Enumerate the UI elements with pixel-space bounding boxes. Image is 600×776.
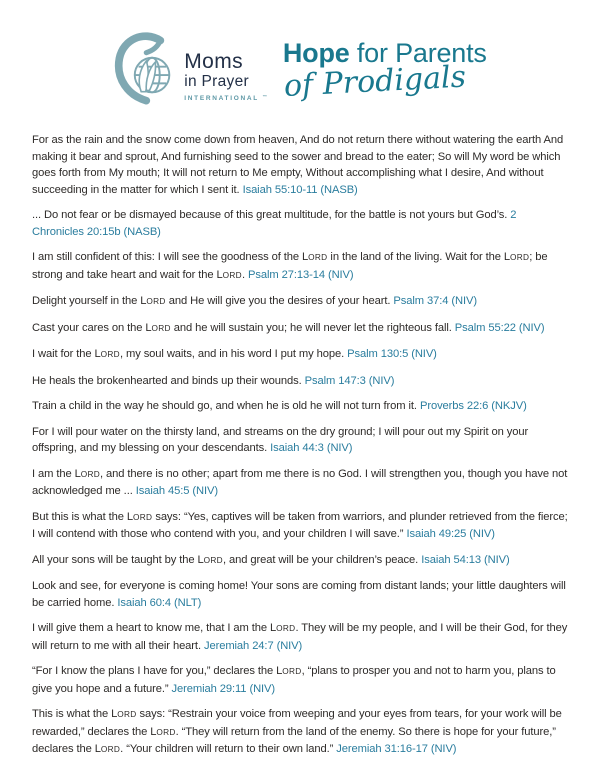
verse-text: Train a child in the way he should go, and when he is old he will not turn from it. [32,400,417,412]
verse-text: This is what the LORD says: “Restrain your voice from weeping and your eyes from tears, for your work will be rewarded,” declares the LORD. “They will return from the land of the enemy. So there is hope for your future,” declares the LORD. “Your children will return to their own land.” [32,708,562,755]
verse-paragraph [32,578,568,611]
scripture-reference: Isaiah 60:4 (NLT) [117,596,202,609]
verse-text: I wait for the LORD, my soul waits, and in his word I put my hope. [32,348,345,360]
verse-paragraph [32,320,568,338]
scripture-reference: Psalm 147:3 (NIV) [304,374,395,387]
scripture-reference: Jeremiah 29:11 (NIV) [171,682,276,695]
verse-text: Cast your cares on the LORD and he will sustain you; he will never let the righteous fall. [32,321,452,334]
verse-text: But this is what the LORD says: “Yes, captives will be taken from warriors, and plunder retrieved from the fierce; I will contend with those who contend with you, and your children I will save.” [32,510,568,540]
verse-text: “For I know the plans I have for you,” declares the LORD, “plans to prosper you and not to harm you, plans to give you hope and a future.” [32,665,556,695]
verse-paragraph [32,373,568,390]
scripture-reference: Psalm 130:5 (NIV) [347,348,437,360]
scripture-reference: Psalm 27:13-14 (NIV) [247,268,354,281]
verse-paragraph [32,509,568,543]
verse-paragraph [32,663,568,697]
scripture-reference: Jeremiah 31:16-17 (NIV) [336,743,457,755]
title-word-hope: Hope [282,38,350,68]
verse-text: For as the rain and the snow come down from heaven, And do not return there without watering the earth And making it bear and sprout, And furnishing seed to the sower and bread to the eater; So will My word be which goes forth from My mouth; It will not return to Me empty, Without accomplishing what I desire, And without succeeding in the matter for which I sent it. [32,134,564,196]
trademark-symbol: ™ [262,93,267,99]
scripture-reference: Psalm 37:4 (NIV) [393,295,477,307]
logo-wordmark [184,51,267,102]
verse-paragraph [32,706,568,759]
verse-paragraph [32,552,568,570]
scripture-reference: Isaiah 54:13 (NIV) [421,553,510,566]
verse-list [0,132,600,759]
verse-text: For I will pour water on the thirsty land, and streams on the dry ground; I will pour out my Spirit on your offspring, and my blessing on your descendants. [32,425,529,454]
scripture-reference: Isaiah 45:5 (NIV) [135,485,218,497]
logo-word-moms: Moms [184,50,244,73]
verse-paragraph [32,207,568,240]
verse-paragraph [32,346,568,364]
document-header [0,0,600,106]
scripture-reference: Proverbs 22:6 (NKJV) [419,400,527,412]
verse-text: ... Do not fear or be dismayed because of this great multitude, for the battle is not yours but God’s. [32,209,508,221]
verse-text: Look and see, for everyone is coming home! Your sons are coming from distant lands; your little daughters will be carried home. [32,580,566,609]
scripture-reference: Isaiah 44:3 (NIV) [270,442,353,454]
moms-in-prayer-logo-icon [113,30,177,106]
scripture-reference: Psalm 55:22 (NIV) [454,321,545,334]
verse-text: All your sons will be taught by the LORD, and great will be your children’s peace. [32,553,419,566]
verse-paragraph [32,132,568,198]
verse-text: I am the LORD, and there is no other; apart from me there is no God. I will strengthen you, though you have not acknowledged me ... [32,467,568,497]
verse-paragraph [32,398,568,415]
scripture-reference: 2 Chronicles 20:15b (NASB) [32,209,517,238]
verse-paragraph [32,466,568,500]
verse-text: I will give them a heart to know me, that I am the LORD. They will be my people, and I will be their God, for they will return to me with all their heart. [32,622,568,652]
verse-text: He heals the brokenhearted and binds up their wounds. [32,374,302,387]
verse-text: Delight yourself in the LORD and He will give you the desires of your heart. [32,295,391,307]
verse-paragraph [32,249,568,284]
logo-word-international: INTERNATIONAL ™ [184,93,267,102]
moms-in-prayer-logo [113,30,267,106]
title-words-for-parents: for Parents [349,38,487,68]
title-line-of-prodigals: of Prodigals [282,59,467,104]
verse-paragraph [32,424,568,457]
scripture-reference: Isaiah 55:10-11 (NASB) [242,183,358,196]
verse-paragraph [32,293,568,311]
page-title [283,39,487,104]
logo-word-in-prayer: in Prayer [184,73,249,90]
scripture-reference: Isaiah 49:25 (NIV) [406,528,495,540]
verse-paragraph [32,620,568,654]
scripture-reference: Jeremiah 24:7 (NIV) [203,639,303,652]
verse-text: I am still confident of this: I will see the goodness of the LORD in the land of the living. Wait for the LORD; be strong and take heart and wait for the LORD. [32,251,548,281]
